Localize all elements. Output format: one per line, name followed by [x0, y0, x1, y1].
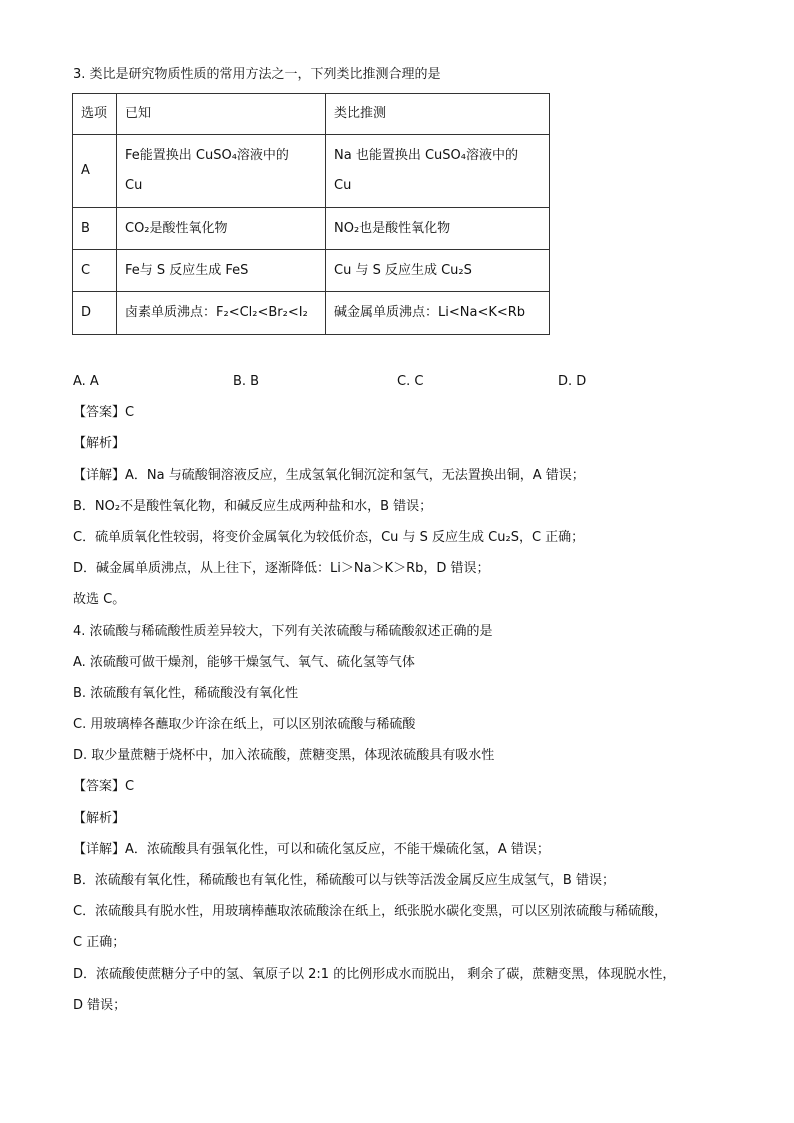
q4-option-a: A. 浓硫酸可做干燥剂，能够干燥氢气、氧气、硫化氢等气体 — [73, 655, 415, 670]
cell-line: Cu — [125, 178, 143, 193]
q4-analysis-line: D 错误； — [73, 998, 127, 1013]
q3-analysis-line: B．NO₂不是酸性氧化物，和碱反应生成两种盐和水，B 错误； — [73, 499, 433, 514]
known-cell: Fe与 S 反应生成 FeS — [117, 250, 326, 292]
known-cell — [117, 135, 326, 208]
q3-analysis-line: 【详解】A．Na 与硫酸铜溶液反应，生成氢氧化铜沉淀和氢气，无法置换出铜，A 错误； — [73, 468, 585, 483]
option-cell: C — [73, 250, 117, 292]
cell-line: Na 也能置换出 CuSO₄溶液中的 — [334, 148, 518, 163]
q4-option-d: D. 取少量蔗糖于烧杯中，加入浓硫酸，蔗糖变黑，体现浓硫酸具有吸水性 — [73, 748, 495, 763]
table-row — [73, 250, 550, 292]
q4-analysis-line: 【详解】A．浓硫酸具有强氧化性，可以和硫化氢反应，不能干燥硫化氢，A 错误； — [73, 842, 550, 857]
cell-line: Fe能置换出 CuSO₄溶液中的 — [125, 148, 289, 163]
q4-analysis-line: B．浓硫酸有氧化性，稀硫酸也有氧化性，稀硫酸可以与铁等活泼金属反应生成氢气，B 错误； — [73, 873, 615, 888]
option-cell: A — [73, 135, 117, 208]
table-header-row — [73, 94, 550, 135]
q4-analysis-title: 【解析】 — [73, 811, 126, 826]
q3-option-c: C. C — [397, 374, 424, 389]
q4-stem: 4. 浓硫酸与稀硫酸性质差异较大，下列有关浓硫酸与稀硫酸叙述正确的是 — [73, 624, 493, 639]
cell-line: Cu — [334, 178, 352, 193]
q4-answer: 【答案】C — [73, 779, 135, 794]
infer-cell — [326, 135, 550, 208]
table-row — [73, 292, 550, 335]
table-row — [73, 208, 550, 250]
q3-analysis-line: D．碱金属单质沸点，从上往下，逐渐降低：Li＞Na＞K＞Rb，D 错误； — [73, 561, 490, 576]
infer-cell: 碱金属单质沸点：Li<Na<K<Rb — [326, 292, 550, 335]
q4-option-c: C. 用玻璃棒各蘸取少许涂在纸上，可以区别浓硫酸与稀硫酸 — [73, 717, 416, 732]
infer-cell: Cu 与 S 反应生成 Cu₂S — [326, 250, 550, 292]
q4-option-b: B. 浓硫酸有氧化性，稀硫酸没有氧化性 — [73, 686, 299, 701]
q3-option-a: A. A — [73, 374, 99, 389]
known-cell: CO₂是酸性氧化物 — [117, 208, 326, 250]
header-cell: 类比推测 — [326, 94, 550, 135]
q3-analysis-line: C．硫单质氧化性较弱，将变价金属氧化为较低价态，Cu 与 S 反应生成 Cu₂S，C 正确； — [73, 530, 585, 545]
option-cell: D — [73, 292, 117, 335]
q3-stem: 3. 类比是研究物质性质的常用方法之一，下列类比推测合理的是 — [73, 67, 441, 82]
q3-analysis-title: 【解析】 — [73, 436, 126, 451]
q4-analysis-line: D．浓硫酸使蔗糖分子中的氢、氧原子以 2:1 的比例形成水而脱出， 剩余了碳，蔗糖变黑，体现脱水性， — [73, 967, 676, 982]
q3-answer: 【答案】C — [73, 405, 135, 420]
q3-table — [72, 93, 550, 335]
q4-analysis-line: C 正确； — [73, 935, 126, 950]
infer-cell: NO₂也是酸性氧化物 — [326, 208, 550, 250]
q3-analysis-line: 故选 C。 — [73, 592, 126, 607]
header-cell: 已知 — [117, 94, 326, 135]
header-cell: 选项 — [73, 94, 117, 135]
option-cell: B — [73, 208, 117, 250]
q3-option-b: B. B — [233, 374, 260, 389]
known-cell: 卤素单质沸点：F₂<Cl₂<Br₂<I₂ — [117, 292, 326, 335]
q3-option-d: D. D — [558, 374, 587, 389]
table-row — [73, 135, 550, 208]
q4-analysis-line: C．浓硫酸具有脱水性，用玻璃棒蘸取浓硫酸涂在纸上，纸张脱水碳化变黑，可以区别浓硫酸与稀硫酸， — [73, 904, 668, 919]
